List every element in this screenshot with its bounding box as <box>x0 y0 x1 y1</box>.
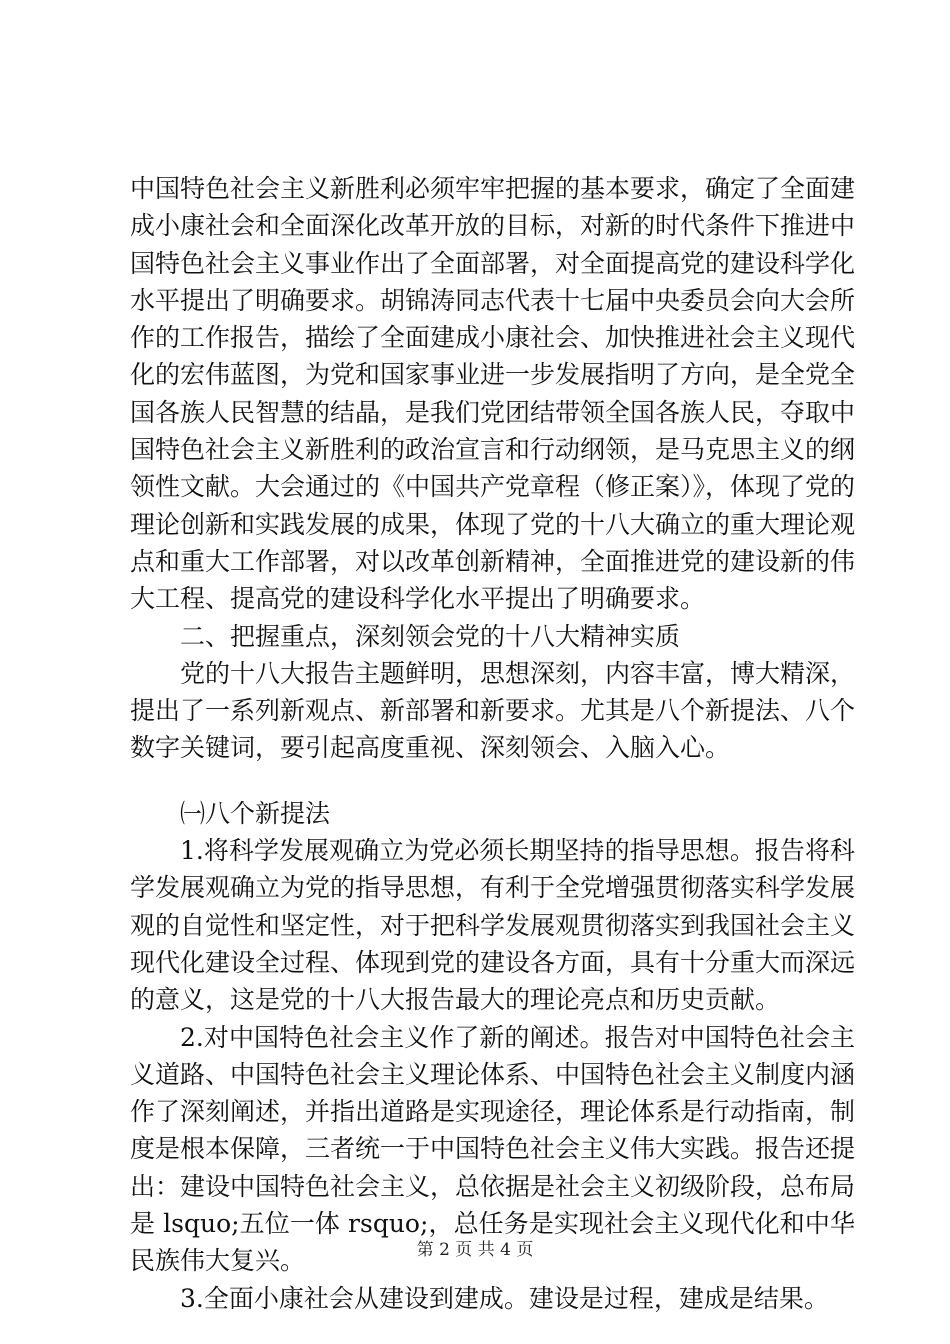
paragraph-intro: 党的十八大报告主题鲜明，思想深刻，内容丰富，博大精深，提出了一系列新观点、新部署和新要求。尤其是八个新提法、八个数字关键词，要引起高度重视、深刻领会、入脑入心。 <box>130 658 856 763</box>
list-item-3: 3.全面小康社会从建设到建成。建设是过程，建成是结果。 <box>180 1283 829 1313</box>
list-item-2: 2.对中国特色社会主义作了新的阐述。报告对中国特色社会主义道路、中国特色社会主义理论体系、中国特色社会主义制度内涵作了深刻阐述，并指出道路是实现途径，理论体系是行动指南，制度是根本保障，三者统一于中国特色社会主义伟大实践。报告还提出：建设中国特色社会主义，总依据是社会主义初级阶段，总布局是 lsquo;五位一体 rsquo;，总任务是实现社会主义现代化和中华民族伟大复兴。 <box>130 1022 856 1276</box>
paragraph-continuation: 中国特色社会主义新胜利必须牢牢把握的基本要求，确定了全面建成小康社会和全面深化改革开放的目标，对新的时代条件下推进中国特色社会主义事业作出了全面部署，对全面提高党的建设科学化水平提出了明确要求。胡锦涛同志代表十七届中央委员会向大会所作的工作报告，描绘了全面建成小康社会、加快推进社会主义现代化的宏伟蓝图，为党和国家事业进一步发展指明了方向，是全党全国各族人民智慧的结晶，是我们党团结带领全国各族人民，夺取中国特色社会主义新胜利的政治宣言和行动纲领，是马克思主义的纲领性文献。大会通过的《中国共产党章程（修正案）》，体现了党的理论创新和实践发展的成果，体现了党的十八大确立的重大理论观点和重大工作部署，对以改革创新精神，全面推进党的建设新的伟大工程、提高党的建设科学化水平提出了明确要求。 <box>130 174 856 614</box>
spacer <box>130 767 855 795</box>
section-heading: 二、把握重点，深刻领会党的十八大精神实质 <box>180 621 681 651</box>
subsection-heading: ㈠八个新提法 <box>180 798 331 828</box>
document-body <box>130 170 855 1317</box>
page-footer: 第 2 页 共 4 页 <box>416 1240 534 1260</box>
list-item-1: 1.将科学发展观确立为党必须长期坚持的指导思想。报告将科学发展观确立为党的指导思想，有利于全党增强贯彻落实科学发展观的自觉性和坚定性，对于把科学发展观贯彻落实到我国社会主义现代化建设全过程、体现到党的建设各方面，具有十分重大而深远的意义，这是党的十八大报告最大的理论亮点和历史贡献。 <box>130 836 856 1015</box>
